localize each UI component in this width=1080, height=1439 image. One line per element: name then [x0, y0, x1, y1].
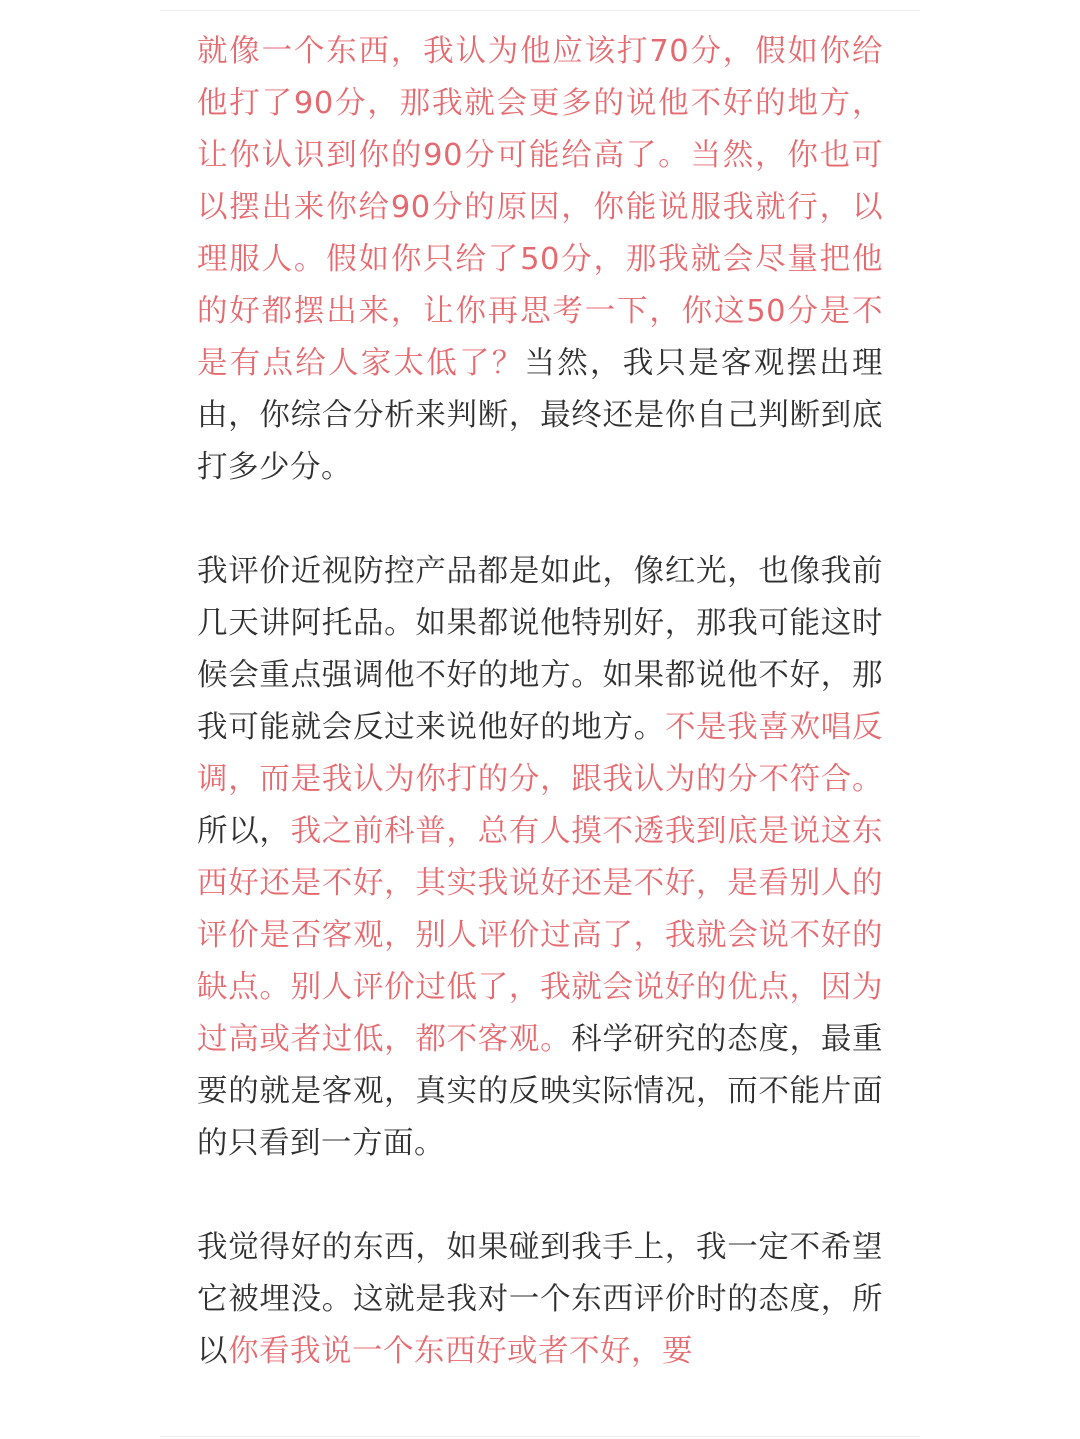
page-top-border: [160, 10, 920, 11]
highlight-text: 我之前科普，总有人摸不透我到底是说这东西好还是不好，其实我说好还是不好，是看别人的评价是否客观，别人评价过高了，我就会说不好的缺点。别人评价过低了，我就会说好的优点，因为过高或者过低，都不客观。: [197, 814, 884, 1057]
body-text: 科学研究的态度，最重要的就是客观，真实的反映实际情况，而不能片面的只看到一方面。: [197, 1022, 884, 1161]
article-body: [197, 26, 883, 1430]
body-text: 所以，: [197, 814, 291, 849]
paragraph-3: [197, 1222, 883, 1378]
highlight-text: 就像一个东西，我认为他应该打70分，假如你给他打了90分，那我就会更多的说他不好的地方，让你认识到你的90分可能给高了。当然，你也可以摆出来你给90分的原因，你能说服我就行，以理服人。假如你只给了50分，那我就会尽量把他的好都摆出来，让你再思考一下，你这50分是不是有点给人家太低了？: [197, 34, 883, 381]
body-text: 我评价近视防控产品都是如此，像红光，也像我前几天讲阿托品。如果都说他特别好，那我可能这时候会重点强调他不好的地方。如果都说他不好，那我可能就会反过来说他好的地方。: [197, 554, 883, 745]
paragraph-2: [197, 546, 883, 1170]
highlight-text: 不是我喜欢唱反调，而是我认为你打的分，跟我认为的分不符合。: [197, 710, 884, 797]
body-text: 当然，我只是客观摆出理由，你综合分析来判断，最终还是你自己判断到底打多少分。: [197, 346, 883, 485]
body-text: 我觉得好的东西，如果碰到我手上，我一定不希望它被埋没。这就是我对一个东西评价时的态度，所以: [197, 1230, 883, 1369]
page-bottom-border: [160, 1436, 920, 1437]
highlight-text: 你看我说一个东西好或者不好，要: [228, 1334, 693, 1369]
paragraph-1: [197, 26, 883, 494]
